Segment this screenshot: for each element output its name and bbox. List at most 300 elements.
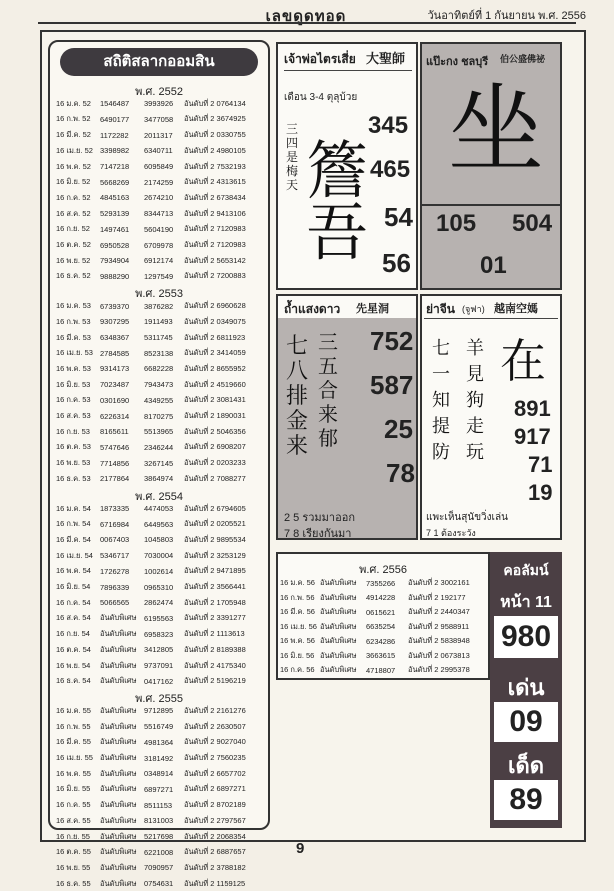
table-cell: อันดับพิเศษ — [100, 815, 137, 825]
table-cell: อันดับที่ 2 2161276 — [184, 705, 246, 715]
table-cell: อันดับที่ 2 2630507 — [184, 721, 246, 731]
table-cell: 16 ม.ค. 56 — [280, 578, 315, 587]
table-cell: 1002614 — [144, 566, 174, 576]
table-row — [56, 829, 266, 845]
table-cell: อันดับที่ 2 7120983 — [184, 240, 246, 250]
box3-num-1: 752 — [370, 326, 414, 356]
table-row — [56, 408, 266, 424]
table-row — [56, 222, 266, 238]
table-cell: 16 ม.ค. 55 — [56, 705, 91, 715]
table-cell: อันดับพิเศษ — [100, 753, 137, 763]
table-cell: 16 ก.พ. 56 — [280, 592, 315, 602]
table-row — [56, 579, 266, 595]
table-cell: 7147218 — [100, 162, 130, 172]
box3-text-1: 2 5 รวมมาออก — [284, 512, 355, 524]
table-cell: อันดับที่ 2 9027040 — [184, 737, 246, 747]
box3-cjk: 先星洞 — [356, 302, 389, 315]
table-cell: 16 ก.ค. 55 — [56, 800, 91, 810]
column-title: คอลัมน์ — [503, 562, 549, 578]
table-row — [56, 440, 266, 456]
box2-name: แป๊ะกง ชลบุรี — [426, 56, 489, 68]
table-cell: 16 ต.ค. 54 — [56, 644, 91, 654]
table-cell: 8131003 — [144, 816, 174, 826]
table-row — [56, 314, 266, 330]
table-cell: 8170275 — [144, 411, 174, 421]
table-cell: 6716984 — [100, 519, 130, 529]
table-cell: 16 ต.ค. 55 — [56, 847, 91, 857]
table-cell: 3412805 — [144, 645, 174, 655]
table-cell: 6340711 — [144, 146, 173, 156]
table-cell: 16 ก.ย. 52 — [56, 224, 90, 234]
table-cell: 1497461 — [100, 224, 130, 234]
table-cell: อันดับที่ 2 0764134 — [184, 98, 246, 108]
table-cell: 7090957 — [144, 863, 174, 873]
table-cell: อันดับที่ 2 0330755 — [184, 130, 246, 140]
table-cell: 16 ก.ค. 53 — [56, 395, 91, 405]
table-cell: 2011317 — [144, 130, 173, 140]
table-cell: อันดับที่ 2 6960628 — [184, 301, 246, 311]
table-cell: 6348367 — [100, 333, 130, 343]
table-cell: อันดับที่ 2 9413106 — [184, 208, 246, 218]
table-cell: 16 เม.ย. 55 — [56, 753, 93, 763]
header-title: เลขดูดทอด — [265, 8, 347, 25]
table-cell: อันดับที่ 2 4980105 — [184, 145, 246, 155]
table-cell: 3398982 — [100, 146, 130, 156]
table-row — [56, 298, 266, 314]
year-heading: พ.ศ. 2552 — [135, 86, 183, 98]
table-cell: อันดับที่ 2 1159125 — [184, 878, 246, 888]
table-cell: 5747646 — [100, 442, 130, 452]
table-cell: อันดับพิเศษ — [100, 800, 137, 810]
table-row — [56, 127, 266, 143]
column-page-number: 980 — [494, 616, 558, 658]
table-cell: อันดับที่ 2 6794605 — [184, 503, 246, 513]
table-cell: อันดับที่ 2 9588911 — [408, 621, 470, 631]
table-cell: 3864974 — [144, 474, 174, 484]
table-cell: 4474053 — [144, 504, 174, 514]
table-cell: 16 ส.ค. 55 — [56, 815, 91, 825]
table-row — [56, 750, 266, 766]
table-cell: 2862474 — [144, 598, 174, 608]
table-cell: 0067403 — [100, 535, 130, 545]
box4-sub: (จูฟา) — [462, 304, 485, 314]
year-heading: พ.ศ. 2553 — [135, 288, 183, 301]
table-cell: 16 พ.ค. 55 — [56, 768, 91, 778]
table-cell: 3663615 — [366, 651, 396, 660]
table-cell: 16 มี.ค. 53 — [56, 332, 91, 342]
table-cell: 1172282 — [100, 130, 129, 140]
table-cell: 6490177 — [100, 114, 130, 124]
table-cell: 3267145 — [144, 458, 174, 468]
table-cell: 9888290 — [100, 271, 130, 281]
table-row — [280, 620, 490, 634]
table-cell: 5346717 — [100, 551, 130, 561]
table-row — [56, 501, 266, 517]
table-cell: 16 มิ.ย. 55 — [56, 784, 91, 794]
box3-num-2: 587 — [370, 370, 414, 400]
table-cell: 7934904 — [100, 256, 130, 266]
table-row — [56, 860, 266, 876]
table-cell: อันดับที่ 2 4175340 — [184, 660, 246, 670]
table-row — [56, 159, 266, 175]
table-cell: 16 มี.ค. 54 — [56, 534, 91, 544]
table-row — [56, 735, 266, 751]
table-cell: อันดับพิเศษ — [100, 831, 137, 841]
box1-sub: เดือน 3-4 ตุลุบ้วย — [284, 92, 358, 103]
table-cell: อันดับพิเศษ — [100, 721, 137, 731]
box4-vertical-b: 羊見狗走玩 — [466, 338, 484, 463]
year-heading: พ.ศ. 2554 — [135, 490, 183, 503]
table-cell: 16 ก.พ. 52 — [56, 114, 91, 124]
table-cell: อันดับที่ 2 0205521 — [184, 519, 246, 529]
table-cell: 16 ต.ค. 52 — [56, 240, 91, 250]
table-cell: 16 มิ.ย. 53 — [56, 379, 91, 389]
box4-text-2: 7 1 ต้องระวัง — [426, 528, 476, 538]
box1-num-3: 54 — [384, 202, 413, 232]
table-cell: 6234286 — [366, 636, 396, 646]
table-row — [56, 658, 266, 674]
box3-name: ถ้ำแสงดาว — [284, 302, 341, 316]
table-cell: อันดับที่ 2 6811923 — [184, 332, 246, 342]
table-cell: อันดับพิเศษ — [100, 660, 137, 670]
table-cell: อันดับที่ 2 8189388 — [184, 644, 246, 654]
table-row — [56, 797, 266, 813]
table-cell: 1546487 — [100, 99, 130, 109]
table-row — [56, 782, 266, 798]
table-cell: 1911493 — [144, 317, 173, 327]
table-cell: 3876282 — [144, 301, 174, 311]
table-row — [56, 206, 266, 222]
table-row — [280, 634, 490, 648]
table-cell: อันดับที่ 2 3081431 — [184, 395, 246, 405]
table-cell: 3993926 — [144, 99, 174, 109]
table-cell: 16 ก.ย. 53 — [56, 426, 90, 436]
table-cell: 3477058 — [144, 114, 174, 124]
box2-num-3: 01 — [480, 252, 507, 279]
table-row — [280, 663, 490, 677]
table-cell: 6739370 — [100, 301, 130, 311]
table-cell: อันดับที่ 2 4519660 — [184, 379, 246, 389]
table-cell: อันดับพิเศษ — [320, 636, 357, 645]
table-cell: 5066565 — [100, 598, 130, 608]
table-cell: 16 ธ.ค. 53 — [56, 473, 91, 483]
table-cell: 1726278 — [100, 566, 130, 576]
table-cell: 8165611 — [100, 427, 129, 437]
year-heading: พ.ศ. 2555 — [135, 693, 183, 706]
box4-cjk: 越南空媽 — [494, 302, 538, 315]
box4-num-1: 891 — [514, 396, 551, 421]
column-den-label: เด่น — [507, 675, 545, 700]
table-cell: 16 เม.ย. 52 — [56, 145, 93, 155]
table-cell: 7030004 — [144, 551, 174, 561]
table-cell: 6221008 — [144, 847, 174, 857]
table-cell: 16 ม.ค. 53 — [56, 301, 91, 311]
table-row — [56, 626, 266, 642]
table-cell: อันดับที่ 2 9471895 — [184, 566, 246, 576]
box1-vertical-text: 三四是梅天 — [286, 122, 299, 192]
table-cell: อันดับที่ 2 1113613 — [184, 629, 245, 639]
table-cell: 0348914 — [144, 769, 174, 779]
table-row — [56, 143, 266, 159]
box1-cjk: 大聖師 — [366, 52, 406, 67]
table-cell: อันดับพิเศษ — [100, 629, 137, 639]
table-cell: 16 ต.ค. 53 — [56, 442, 91, 452]
table-cell: อันดับที่ 2 7560235 — [184, 753, 246, 763]
table-cell: 16 พ.ย. 52 — [56, 255, 91, 265]
header-date: วันอาทิตย์ที่ 1 กันยายน พ.ศ. 2556 — [427, 10, 586, 22]
table-cell: อันดับที่ 2 6908207 — [184, 442, 246, 452]
table-row — [56, 642, 266, 658]
table-cell: 4845163 — [100, 193, 130, 203]
table-cell: 0965310 — [144, 582, 174, 592]
column-ded-value: 89 — [494, 780, 558, 820]
table-cell: อันดับพิเศษ — [100, 676, 137, 686]
table-cell: 5217698 — [144, 832, 174, 842]
table-cell: อันดับที่ 2 6738434 — [184, 192, 246, 202]
table-cell: 16 มิ.ย. 56 — [280, 650, 315, 660]
table-cell: 5293139 — [100, 209, 130, 219]
table-row — [56, 237, 266, 253]
table-cell: 4718807 — [366, 665, 396, 675]
box1-num-4: 56 — [382, 248, 411, 278]
box4-name: ย่าจีน — [426, 302, 456, 316]
table-cell: อันดับที่ 2 5838948 — [408, 636, 470, 645]
table-cell: อันดับที่ 2 3674925 — [184, 114, 246, 124]
table-cell: 16 ส.ค. 54 — [56, 613, 91, 623]
table-row — [56, 876, 266, 891]
table-cell: 6226314 — [100, 411, 130, 421]
table-cell: 4914228 — [366, 593, 396, 602]
table-row — [56, 346, 266, 362]
table-cell: 16 พ.ย. 54 — [56, 660, 91, 670]
table-cell: อันดับที่ 2 7200883 — [184, 271, 246, 281]
box5-year: พ.ศ. 2556 — [359, 564, 407, 576]
box4-vertical-a: 七一知提防 — [432, 338, 450, 463]
table-cell: อันดับที่ 2 4313615 — [184, 177, 246, 187]
table-cell: 6897271 — [144, 784, 174, 794]
table-row — [56, 611, 266, 627]
table-cell: 0301690 — [100, 395, 130, 405]
column-ded-label: เด็ด — [507, 753, 545, 778]
left-panel-title: สถิติสลากออมสิน — [60, 48, 258, 76]
table-cell: 0615621 — [366, 607, 396, 617]
table-cell: 16 เม.ย. 54 — [56, 550, 93, 560]
table-cell: อันดับพิเศษ — [100, 613, 137, 623]
table-cell: อันดับที่ 2 1890031 — [184, 411, 246, 421]
table-cell: อันดับที่ 2 8655952 — [184, 363, 246, 373]
table-cell: อันดับพิเศษ — [320, 650, 357, 660]
table-cell: 2174259 — [144, 177, 174, 187]
table-cell: 5513965 — [144, 427, 174, 437]
table-cell: อันดับพิเศษ — [320, 607, 357, 616]
table-cell: 8511153 — [144, 800, 173, 810]
table-cell: อันดับที่ 2 2797567 — [184, 815, 246, 825]
table-row — [56, 269, 266, 285]
table-row — [56, 845, 266, 861]
table-cell: 16 เม.ย. 53 — [56, 348, 93, 358]
table-cell: 16 ก.พ. 55 — [56, 721, 91, 731]
table-row — [56, 96, 266, 112]
box3-num-3: 25 — [384, 414, 413, 444]
table-cell: 7943473 — [144, 380, 174, 390]
table-cell: 16 มี.ค. 56 — [280, 607, 315, 616]
header-rule — [38, 22, 576, 24]
table-cell: 2346244 — [144, 442, 174, 452]
table-row — [56, 813, 266, 829]
table-cell: 16 พ.ย. 55 — [56, 862, 91, 872]
box4-calligraphy: 在 — [500, 334, 546, 388]
table-cell: 6095849 — [144, 162, 174, 172]
box2-rule — [422, 204, 560, 206]
table-cell: 2674210 — [144, 193, 174, 203]
table-row — [280, 591, 490, 605]
table-cell: อันดับที่ 2 0349075 — [184, 316, 246, 326]
table-cell: อันดับที่ 2 5196219 — [184, 676, 246, 686]
table-row — [56, 190, 266, 206]
table-cell: 16 พ.ค. 53 — [56, 363, 91, 373]
table-cell: 16 มี.ค. 55 — [56, 737, 91, 747]
table-cell: 5311745 — [144, 333, 173, 343]
box1-calligraphy: 簷 吾 — [306, 134, 369, 269]
box3-text-2: 7 8 เรียงกันมา — [284, 528, 352, 540]
table-cell: 16 ก.ค. 54 — [56, 597, 91, 607]
table-cell: 8344713 — [144, 209, 174, 219]
table-cell: อันดับที่ 2 3788182 — [184, 862, 246, 872]
table-cell: อันดับที่ 2 1705948 — [184, 597, 246, 607]
table-cell: 1873335 — [100, 504, 130, 514]
table-cell: อันดับที่ 2 3002161 — [408, 578, 470, 587]
table-cell: 16 มิ.ย. 54 — [56, 582, 91, 592]
table-cell: 9712895 — [144, 706, 174, 716]
box2-cjk: 伯公盛佛祕 — [500, 55, 546, 65]
box4-rule — [424, 318, 558, 319]
box3-vertical-b: 三五合来郁 — [318, 330, 338, 450]
table-row — [56, 253, 266, 269]
table-cell: อันดับที่ 2 5653142 — [184, 255, 246, 265]
table-cell: 6195563 — [144, 613, 174, 623]
table-cell: อันดับที่ 2 3414059 — [184, 348, 246, 358]
table-row — [56, 112, 266, 128]
table-cell: 2177864 — [100, 474, 130, 484]
table-row — [56, 532, 266, 548]
table-cell: อันดับที่ 2 3253129 — [184, 550, 246, 560]
table-cell: 9314173 — [100, 364, 130, 374]
table-cell: 16 พ.ย. 53 — [56, 458, 91, 468]
table-cell: อันดับพิเศษ — [100, 784, 137, 794]
table-cell: 16 ก.ย. 54 — [56, 629, 90, 639]
table-row — [56, 175, 266, 191]
column-page-label: หน้า 11 — [500, 594, 552, 611]
table-cell: 5516749 — [144, 722, 174, 732]
box1-num-2: 465 — [370, 156, 411, 183]
table-row — [280, 649, 490, 663]
table-cell: 6635254 — [366, 622, 396, 631]
column-den-value: 09 — [494, 702, 558, 742]
table-cell: 2784585 — [100, 348, 130, 358]
table-cell: 6958323 — [144, 629, 174, 639]
table-row — [56, 455, 266, 471]
box3-vertical-a: 七八排金来 — [286, 334, 309, 459]
table-cell: 16 ม.ค. 54 — [56, 503, 91, 513]
table-cell: 4981364 — [144, 737, 174, 747]
table-cell: อันดับพิเศษ — [100, 862, 137, 872]
box4-text-1: แพะเห็นสุนัขวิ่งเล่น — [426, 512, 508, 523]
table-row — [56, 674, 266, 690]
table-cell: 1045803 — [144, 535, 174, 545]
box4-num-3: 71 — [528, 452, 553, 477]
table-cell: อันดับพิเศษ — [320, 665, 357, 674]
table-cell: 6449563 — [144, 519, 174, 529]
box4-num-4: 19 — [528, 480, 553, 505]
table-cell: อันดับที่ 2 2440347 — [408, 607, 470, 616]
table-cell: 16 ม.ค. 52 — [56, 98, 91, 108]
table-cell: อันดับพิเศษ — [320, 621, 357, 631]
box3-num-4: 78 — [386, 458, 415, 488]
table-cell: 5604190 — [144, 224, 174, 234]
table-cell: 16 พ.ค. 54 — [56, 566, 91, 576]
table-cell: 7355266 — [366, 578, 396, 588]
table-cell: อันดับพิเศษ — [100, 768, 137, 778]
table-row — [280, 576, 490, 590]
table-cell: 6912174 — [144, 256, 174, 266]
table-cell: 16 ธ.ค. 55 — [56, 878, 91, 888]
table-cell: อันดับที่ 2 6897271 — [184, 784, 246, 794]
table-row — [56, 766, 266, 782]
table-row — [56, 703, 266, 719]
table-cell: อันดับที่ 2 3566441 — [184, 582, 246, 592]
table-cell: 16 ก.พ. 53 — [56, 316, 91, 326]
table-row — [56, 393, 266, 409]
table-cell: 16 ส.ค. 53 — [56, 411, 91, 421]
table-cell: 1297549 — [144, 271, 174, 281]
table-row — [56, 330, 266, 346]
table-cell: 16 ก.ย. 55 — [56, 831, 90, 841]
table-cell: 6709978 — [144, 240, 174, 250]
table-cell: 16 พ.ค. 52 — [56, 161, 91, 171]
table-row — [280, 605, 490, 619]
box1-name: เจ้าพ่อไตรเสี่ย — [284, 52, 356, 66]
table-cell: 9737091 — [144, 661, 174, 671]
table-row — [56, 471, 266, 487]
table-cell: อันดับที่ 2 6657702 — [184, 768, 246, 778]
table-row — [56, 548, 266, 564]
table-cell: อันดับที่ 2 7532193 — [184, 161, 246, 171]
table-cell: อันดับพิเศษ — [100, 847, 137, 857]
table-cell: อันดับที่ 2 7088277 — [184, 473, 246, 483]
table-row — [56, 361, 266, 377]
table-cell: อันดับที่ 2 7120983 — [184, 224, 246, 234]
table-cell: 7023487 — [100, 380, 130, 390]
table-cell: อันดับที่ 2 192177 — [408, 592, 466, 602]
table-row — [56, 517, 266, 533]
table-cell: 16 เม.ย. 56 — [280, 621, 317, 631]
table-row — [56, 595, 266, 611]
table-cell: 6682228 — [144, 364, 174, 374]
box2-num-1: 105 — [436, 210, 477, 237]
table-cell: 16 ก.ค. 56 — [280, 665, 315, 674]
table-cell: 3181492 — [144, 753, 174, 763]
table-row — [56, 719, 266, 735]
table-cell: 16 พ.ค. 56 — [280, 636, 315, 645]
table-cell: 7714856 — [100, 458, 130, 468]
table-cell: 7896339 — [100, 582, 130, 592]
table-cell: อันดับพิเศษ — [100, 705, 137, 715]
table-row — [56, 377, 266, 393]
box2-calligraphy: 坐 — [448, 74, 544, 186]
table-cell: 16 ส.ค. 52 — [56, 208, 91, 218]
table-row — [56, 424, 266, 440]
table-cell: อันดับที่ 2 9895534 — [184, 534, 246, 544]
